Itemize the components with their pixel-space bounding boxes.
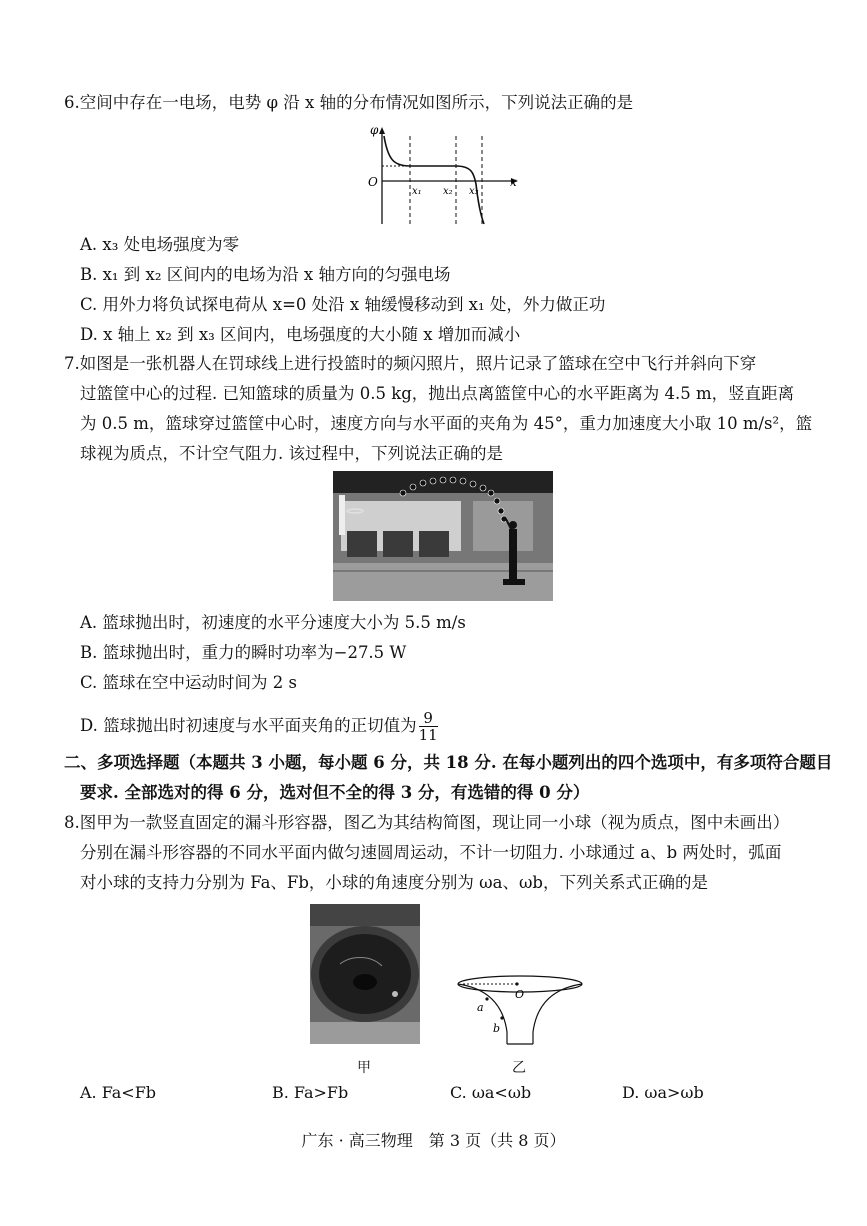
section2-header-line-2: 要求. 全部选对的得 6 分，选对但不全的得 3 分，有选错的得 0 分） (80, 783, 590, 802)
q8-stem-line-2: 分别在漏斗形容器的不同水平面内做匀速圆周运动，不计一切阻力. 小球通过 a、b 两处时，弧面 (80, 843, 782, 862)
point-b-label: b (493, 1022, 501, 1035)
page-footer: 广东 · 高三物理 第 3 页（共 8 页） (301, 1131, 566, 1150)
q7-stem-line-1: 7.如图是一张机器人在罚球线上进行投篮时的频闪照片，照片记录了篮球在空中飞行并斜向下穿 (64, 354, 757, 373)
x-axis-label: x (510, 175, 517, 189)
q7-option-c: C. 篮球在空中运动时间为 2 s (80, 673, 297, 692)
q6-potential-graph (360, 124, 530, 228)
q8-option-c: C. ωa<ωb (450, 1083, 532, 1102)
q6-option-c: C. 用外力将负试探电荷从 x=0 处沿 x 轴缓慢移动到 x₁ 处，外力做正功 (80, 295, 606, 314)
center-o-label: O (515, 988, 525, 1001)
q8-option-a: A. Fa<Fb (80, 1083, 157, 1102)
x2-label: x₂ (443, 186, 453, 197)
q6-option-a: A. x₃ 处电场强度为零 (80, 235, 240, 254)
q8-stem-line-3: 对小球的支持力分别为 Fa、Fb，小球的角速度分别为 ωa、ωb，下列关系式正确的是 (80, 873, 708, 892)
q7-option-d-text: D. 篮球抛出时初速度与水平面夹角的正切值为 (80, 716, 417, 735)
q7-stem-line-4: 球视为质点，不计空气阻力. 该过程中，下列说法正确的是 (80, 444, 503, 463)
q7-option-b: B. 篮球抛出时，重力的瞬时功率为−27.5 W (80, 643, 407, 662)
origin-label: O (368, 175, 378, 189)
q8-funnel-photo-jia (310, 904, 420, 1044)
x1-label: x₁ (412, 186, 422, 197)
q7-strobe-photo (333, 471, 553, 601)
section2-header-line-1: 二、多项选择题（本题共 3 小题，每小题 6 分，共 18 分. 在每小题列出的四个选项中，有多项符合题目 (64, 753, 833, 772)
q8-stem-line-1: 8.图甲为一款竖直固定的漏斗形容器，图乙为其结构简图，现让同一小球（视为质点，图中未画出） (64, 813, 790, 832)
fraction-denominator: 11 (418, 726, 438, 744)
q6-option-d: D. x 轴上 x₂ 到 x₃ 区间内，电场强度的大小随 x 增加而减小 (80, 325, 521, 344)
q6-option-b: B. x₁ 到 x₂ 区间内的电场为沿 x 轴方向的匀强电场 (80, 265, 451, 284)
q7-stem-line-2: 过篮筐中心的过程. 已知篮球的质量为 0.5 kg，抛出点离篮筐中心的水平距离为 4.5 m，竖直距离 (80, 384, 795, 403)
q8-option-b: B. Fa>Fb (272, 1083, 349, 1102)
q6-stem: 6.空间中存在一电场，电势 φ 沿 x 轴的分布情况如图所示，下列说法正确的是 (64, 93, 634, 112)
q8-funnel-diagram-yi (455, 972, 585, 1052)
figure-label-jia: 甲 (357, 1060, 371, 1076)
phi-label: φ (370, 124, 379, 137)
x3-label: x₃ (469, 186, 479, 197)
q7-option-d (80, 710, 438, 743)
q7-stem-line-3: 为 0.5 m，篮球穿过篮筐中心时，速度方向与水平面的夹角为 45°，重力加速度大小取 10 m/s²，篮 (80, 414, 813, 433)
q8-option-d: D. ωa>ωb (622, 1083, 704, 1102)
point-a-label: a (477, 1001, 484, 1014)
fraction-numerator: 9 (419, 710, 438, 727)
q7-option-d-fraction (419, 710, 438, 743)
q7-option-a: A. 篮球抛出时，初速度的水平分速度大小为 5.5 m/s (80, 613, 466, 632)
figure-label-yi: 乙 (512, 1060, 526, 1076)
